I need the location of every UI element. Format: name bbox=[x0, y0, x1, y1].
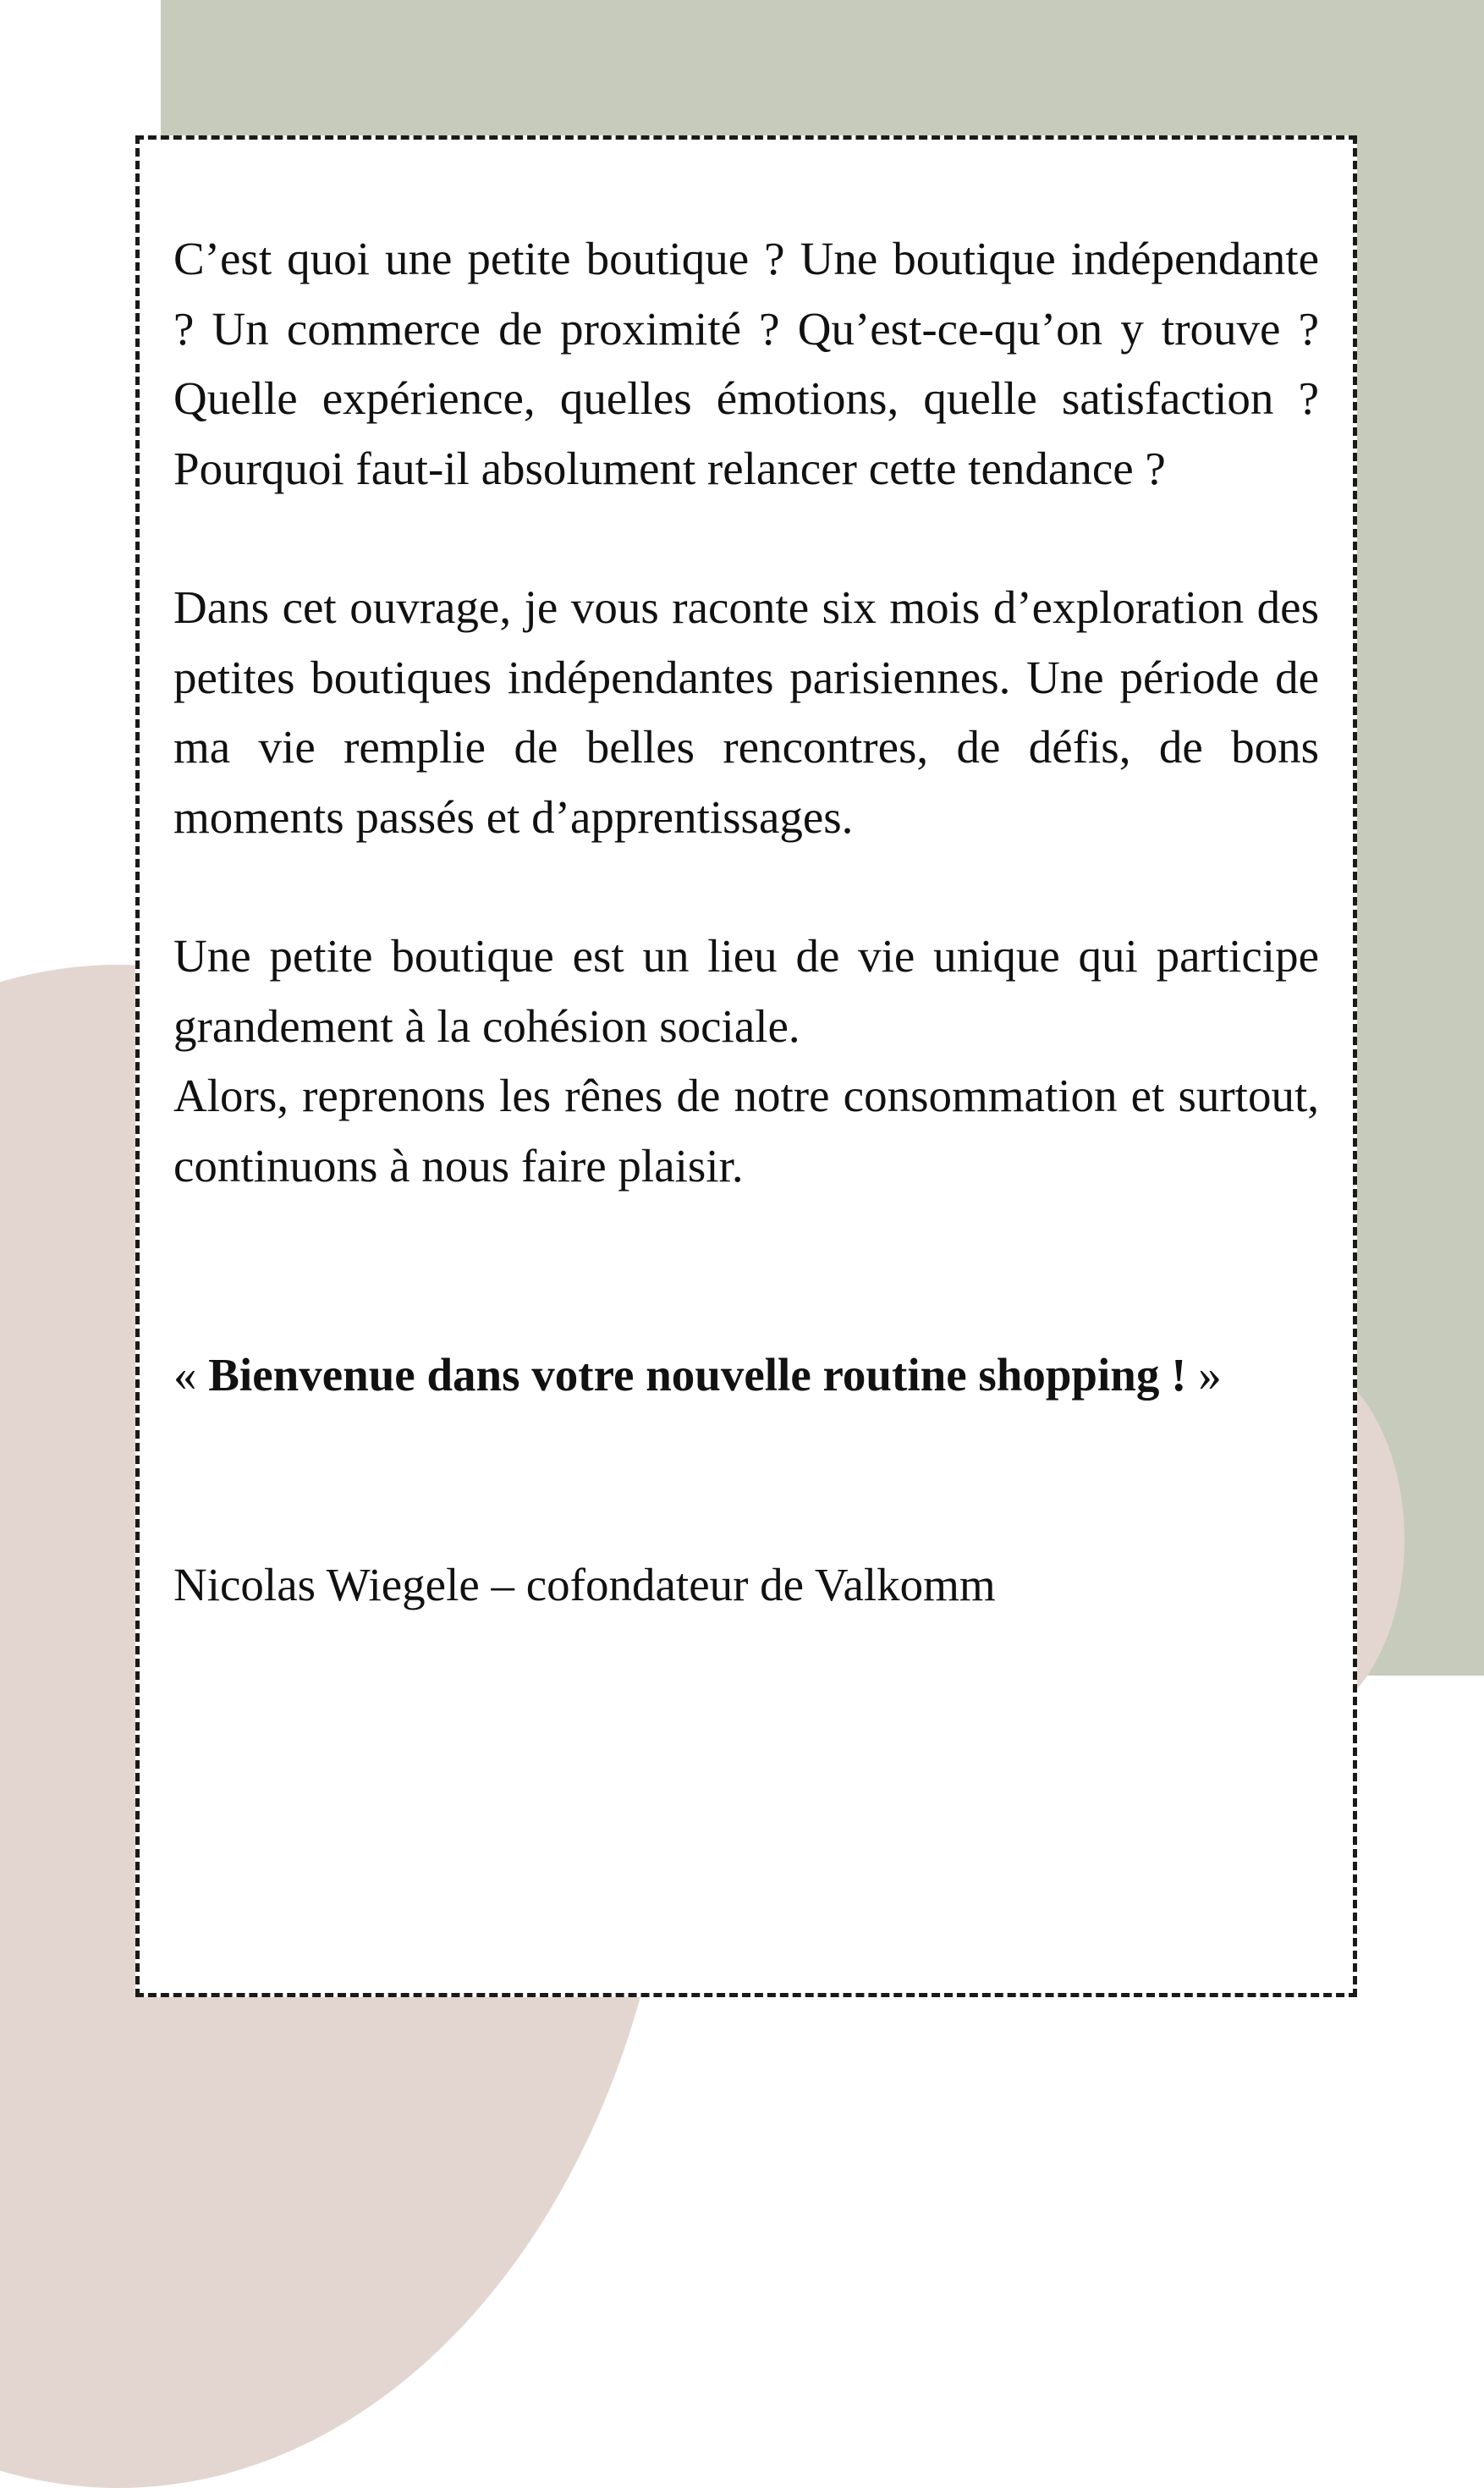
paragraph-cohesion: Une petite boutique est un lieu de vie unique qui participe grandement à la cohésion sociale. bbox=[173, 930, 1319, 1052]
section-spacer bbox=[173, 1201, 1319, 1340]
paragraph-exploration: Dans cet ouvrage, je vous raconte six mois d’exploration des petites boutiques indépendantes parisiennes. Une période de ma vie remplie de belles rencontres, de défis, de bons moments passés et d’apprentissages. bbox=[173, 581, 1319, 843]
author-signature: Nicolas Wiegele – cofondateur de Valkomm bbox=[173, 1558, 996, 1610]
closing-quote bbox=[173, 1340, 1319, 1411]
section-spacer bbox=[173, 1411, 1319, 1550]
document-body bbox=[173, 224, 1319, 1620]
dashed-text-frame bbox=[135, 135, 1357, 1997]
paragraph-intro: C’est quoi une petite boutique ? Une boutique indépendante ? Un commerce de proximité ? Qu’est-ce-qu’on y trouve ? Quelle expérience, quelles émotions, quelle satisfaction ? Pourquoi faut-il absolument relancer cette tendance ? bbox=[173, 233, 1319, 494]
paragraph-spacer bbox=[173, 504, 1319, 573]
paragraph-consumption: Alors, reprenons les rênes de notre consommation et surtout, continuons à nous faire plaisir. bbox=[173, 1070, 1319, 1192]
quote-close-mark: » bbox=[1186, 1349, 1222, 1401]
paragraph-spacer bbox=[173, 852, 1319, 922]
quote-text: Bienvenue dans votre nouvelle routine shopping ! bbox=[208, 1349, 1187, 1401]
quote-open-mark: « bbox=[173, 1349, 209, 1401]
